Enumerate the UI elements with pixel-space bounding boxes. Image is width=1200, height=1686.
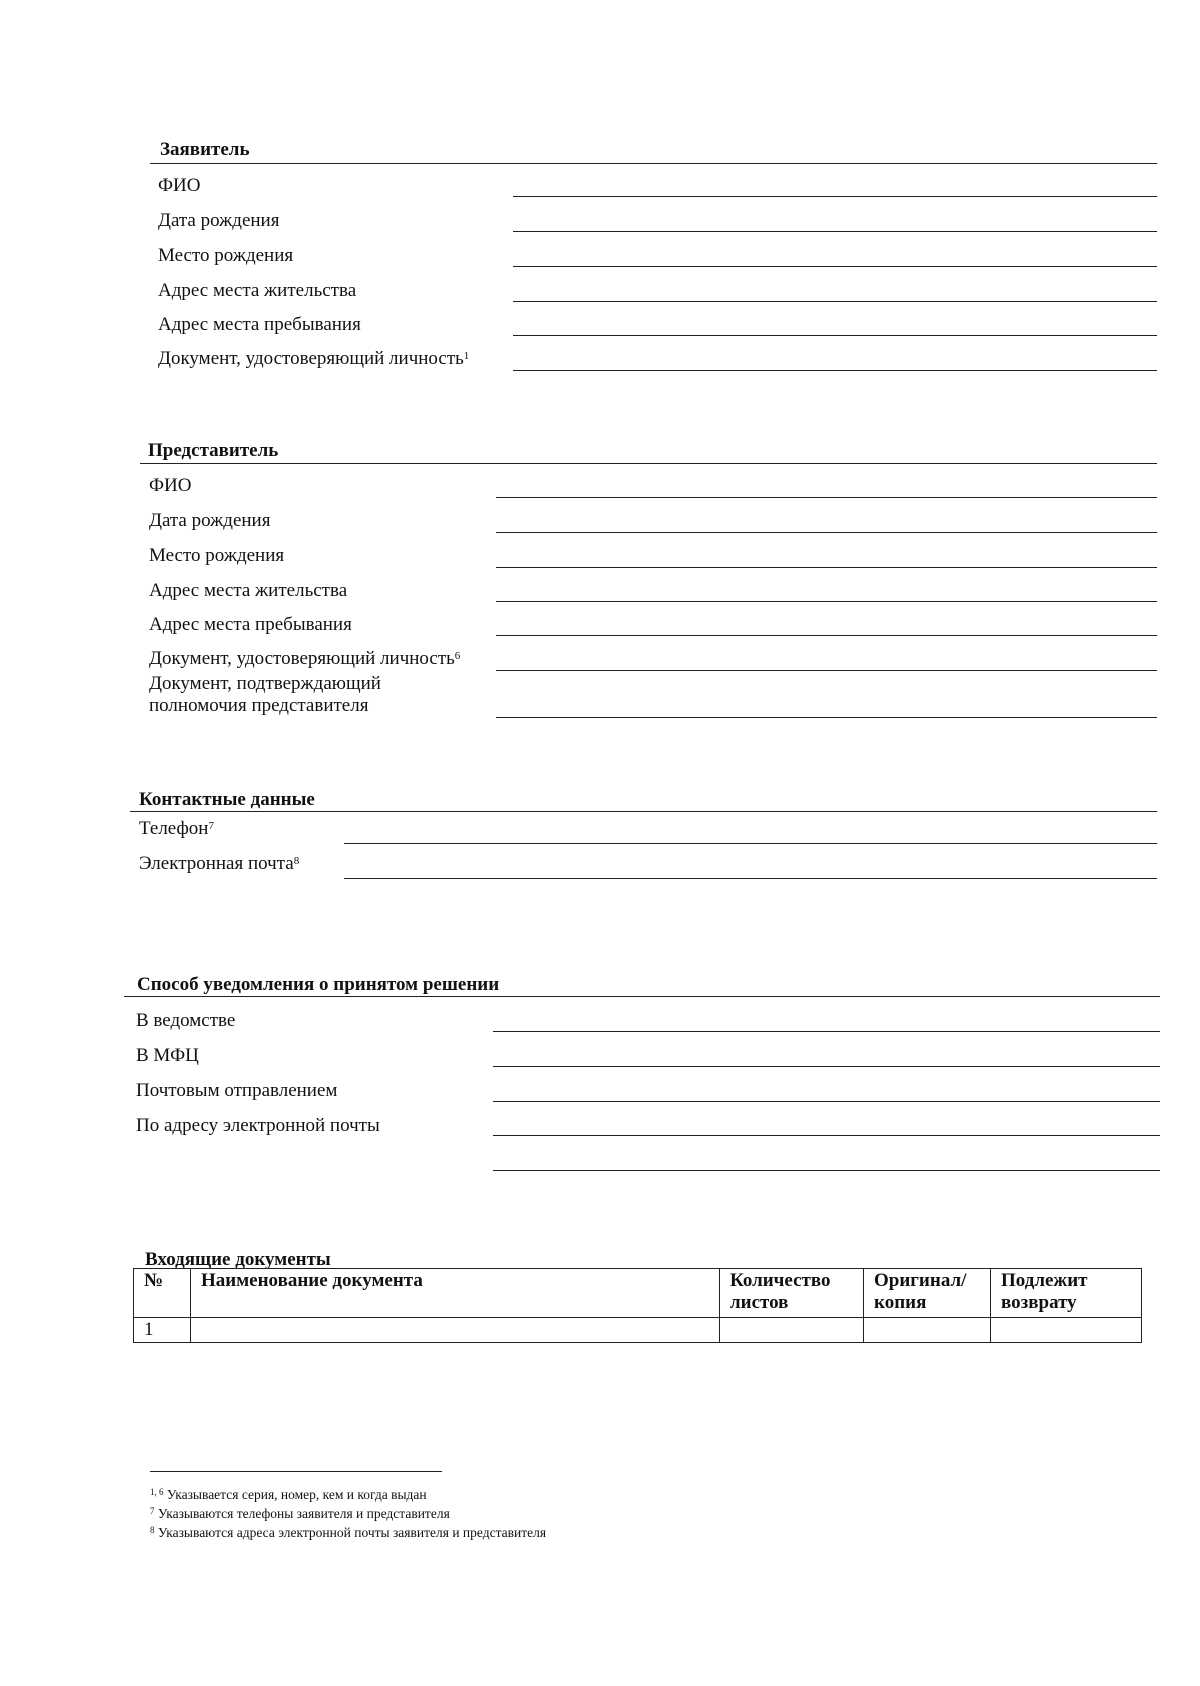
- representative-birthdate-label: Дата рождения: [149, 510, 271, 531]
- applicant-section-title: Заявитель: [160, 139, 250, 160]
- table-header-row: [134, 1269, 1142, 1318]
- footnote-ref-1: 1: [463, 350, 470, 362]
- representative-id-document-line[interactable]: [496, 670, 1157, 671]
- cell-document-name[interactable]: [191, 1318, 720, 1343]
- notification-extra-line[interactable]: [493, 1170, 1160, 1171]
- incoming-documents-table: [133, 1268, 1142, 1343]
- contacts-section-title: Контактные данные: [139, 789, 315, 810]
- representative-authority-label: Документ, подтверждающий полномочия представителя: [149, 673, 381, 716]
- applicant-title-rule: [150, 163, 1157, 164]
- notification-option-mail-line[interactable]: [493, 1101, 1160, 1102]
- applicant-residence-line[interactable]: [513, 301, 1157, 302]
- cell-return[interactable]: [991, 1318, 1142, 1343]
- applicant-fio-line[interactable]: [513, 196, 1157, 197]
- notification-option-department-label: В ведомстве: [136, 1010, 236, 1031]
- notification-title-rule: [124, 996, 1160, 997]
- applicant-birthplace-label: Место рождения: [158, 245, 294, 266]
- col-header-number: №: [134, 1269, 191, 1318]
- representative-fio-line[interactable]: [496, 497, 1157, 498]
- applicant-id-document-label: Документ, удостоверяющий личность$^1$: [158, 348, 470, 369]
- contacts-email-label: Электронная почта$^8$: [139, 853, 300, 874]
- footnote-ref-7: 7: [208, 820, 214, 832]
- notification-option-email-label: По адресу электронной почты: [136, 1115, 380, 1136]
- representative-title-rule: [140, 463, 1157, 464]
- applicant-id-document-line[interactable]: [513, 370, 1157, 371]
- applicant-stay-label: Адрес места пребывания: [158, 314, 361, 335]
- cell-number: 1: [134, 1318, 191, 1343]
- incoming-documents-title: Входящие документы: [145, 1249, 331, 1270]
- representative-section-title: Представитель: [148, 440, 279, 461]
- cell-original-copy[interactable]: [864, 1318, 991, 1343]
- footnote-separator: [150, 1471, 442, 1472]
- footnote-8: $^8$ Указываются адреса электронной почты заявителя и представителя: [150, 1525, 547, 1540]
- representative-residence-label: Адрес места жительства: [149, 580, 348, 601]
- representative-id-document-label: Документ, удостоверяющий личность$^6$: [149, 648, 461, 669]
- col-header-document-name: Наименование документа: [191, 1269, 720, 1318]
- applicant-stay-line[interactable]: [513, 335, 1157, 336]
- col-header-original-copy: Оригинал/ копия: [864, 1269, 991, 1318]
- notification-option-department-line[interactable]: [493, 1031, 1160, 1032]
- notification-option-email-line[interactable]: [493, 1135, 1160, 1136]
- notification-option-mail-label: Почтовым отправлением: [136, 1080, 338, 1101]
- notification-option-mfc-label: В МФЦ: [136, 1045, 199, 1066]
- applicant-birthdate-line[interactable]: [513, 231, 1157, 232]
- representative-stay-line[interactable]: [496, 635, 1157, 636]
- representative-birthplace-line[interactable]: [496, 567, 1157, 568]
- representative-birthdate-line[interactable]: [496, 532, 1157, 533]
- col-header-sheet-count: Количество листов: [720, 1269, 864, 1318]
- applicant-residence-label: Адрес места жительства: [158, 280, 357, 301]
- representative-fio-label: ФИО: [149, 475, 192, 496]
- applicant-fio-label: ФИО: [158, 175, 201, 196]
- representative-residence-line[interactable]: [496, 601, 1157, 602]
- cell-sheet-count[interactable]: [720, 1318, 864, 1343]
- applicant-birthdate-label: Дата рождения: [158, 210, 280, 231]
- representative-stay-label: Адрес места пребывания: [149, 614, 352, 635]
- representative-birthplace-label: Место рождения: [149, 545, 285, 566]
- representative-authority-line[interactable]: [496, 717, 1157, 718]
- col-header-return: Подлежит возврату: [991, 1269, 1142, 1318]
- contacts-phone-label: Телефон$^7$: [139, 818, 214, 839]
- applicant-birthplace-line[interactable]: [513, 266, 1157, 267]
- table-row: [134, 1318, 1142, 1343]
- contacts-email-line[interactable]: [344, 878, 1157, 879]
- footnote-ref-6: 6: [454, 650, 461, 662]
- footnote-1-6: $^{1, 6}$ Указывается серия, номер, кем и когда выдан: [150, 1487, 427, 1502]
- notification-option-mfc-line[interactable]: [493, 1066, 1160, 1067]
- notification-section-title: Способ уведомления о принятом решении: [137, 974, 500, 995]
- contacts-title-rule: [130, 811, 1157, 812]
- contacts-phone-line[interactable]: [344, 843, 1157, 844]
- footnote-7: $^7$ Указываются телефоны заявителя и представителя: [150, 1506, 450, 1521]
- footnote-ref-8: 8: [293, 855, 300, 867]
